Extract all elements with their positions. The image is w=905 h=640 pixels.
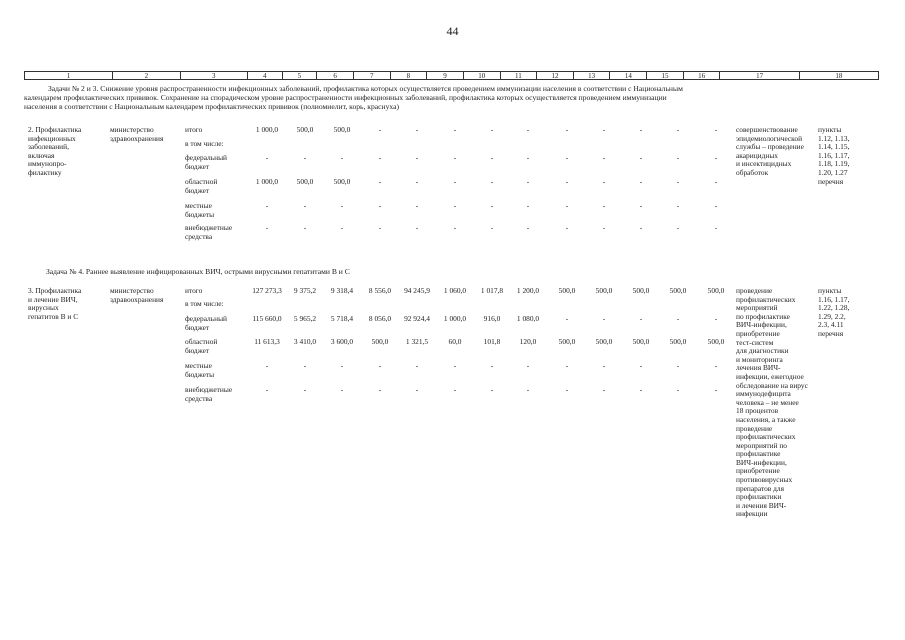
row3-value-cell: 94 245,9 bbox=[404, 286, 430, 295]
row3-points bbox=[818, 287, 849, 339]
row2-value-cell: - bbox=[714, 177, 718, 186]
row2-value-cell: - bbox=[265, 223, 269, 232]
row3-result-line: обследование на вирус bbox=[736, 380, 808, 390]
row2-name-line: филактику bbox=[28, 167, 62, 177]
page-number: 44 bbox=[446, 24, 459, 38]
row3-points-line: 1.22, 1.28, bbox=[818, 303, 850, 313]
row2-value-cell: - bbox=[378, 153, 382, 162]
header-col-6: 6 bbox=[317, 72, 354, 79]
row2-value-cell: - bbox=[378, 223, 382, 232]
row3-source-2-line: бюджет bbox=[185, 322, 210, 332]
row2-value-cell: - bbox=[340, 201, 344, 210]
row3-source-2-line: федеральный bbox=[185, 314, 227, 323]
row3-source-0-line: итого bbox=[185, 286, 203, 295]
row2-value-cell: - bbox=[639, 201, 643, 210]
row2-value-cell: 1 000,0 bbox=[255, 125, 279, 134]
row3-value-cell: 8 056,0 bbox=[368, 314, 392, 323]
row2-value-cell: - bbox=[676, 177, 680, 186]
row3-result-line: проведение bbox=[736, 423, 773, 433]
row3-value-cell: - bbox=[303, 361, 307, 370]
row3-value-cell: 9 318,4 bbox=[330, 286, 354, 295]
row3-value-cell: 1 060,0 bbox=[443, 286, 467, 295]
row2-source-5 bbox=[185, 224, 232, 241]
row3-result bbox=[736, 287, 808, 519]
row3-points-line: пункты bbox=[818, 286, 842, 295]
row2-value-cell: 500,0 bbox=[333, 125, 351, 134]
row2-source-1-line: в том числе: bbox=[185, 139, 224, 148]
row3-value-cell: - bbox=[490, 361, 494, 370]
row2-result-line: обработок bbox=[736, 167, 769, 177]
row2-name-line: иммунопро- bbox=[28, 159, 67, 169]
row2-result-line: службы – проведение bbox=[736, 142, 804, 152]
row3-value-cell: - bbox=[526, 361, 530, 370]
row3-points-line: 1.29, 2.2, bbox=[818, 311, 846, 321]
row3-value-cell: 1 321,5 bbox=[405, 337, 429, 346]
row2-source-0 bbox=[185, 126, 202, 135]
row2-value-cell: - bbox=[565, 125, 569, 134]
row3-value-cell: - bbox=[714, 385, 718, 394]
row2-value-cell: - bbox=[602, 201, 606, 210]
row2-value-cell: - bbox=[565, 201, 569, 210]
row2-value-cell: - bbox=[490, 201, 494, 210]
row2-source-1 bbox=[185, 140, 224, 149]
header-col-15: 15 bbox=[647, 72, 684, 79]
row2-value-cell: - bbox=[453, 201, 457, 210]
row3-name-line: гепатитов В и С bbox=[28, 311, 79, 321]
row3-value-cell: - bbox=[639, 314, 643, 323]
row2-name-line: инфекционных bbox=[28, 133, 76, 143]
row2-value-cell: - bbox=[415, 201, 419, 210]
row2-value-cell: - bbox=[565, 153, 569, 162]
row2-name bbox=[28, 126, 81, 178]
row2-value-cell: - bbox=[265, 153, 269, 162]
row2-points-line: перечня bbox=[818, 176, 844, 186]
row3-value-cell: 1 080,0 bbox=[516, 314, 540, 323]
row2-value-cell: - bbox=[714, 125, 718, 134]
row3-result-line: профилактики bbox=[736, 492, 782, 502]
row2-result-line: эпидемиологической bbox=[736, 133, 803, 143]
row2-source-5-line: средства bbox=[185, 231, 213, 241]
row3-value-cell: - bbox=[565, 385, 569, 394]
row3-source-5-line: внебюджетные bbox=[185, 385, 233, 394]
row3-value-cell: - bbox=[639, 385, 643, 394]
row3-name bbox=[28, 287, 81, 321]
row3-value-cell: 127 273,3 bbox=[252, 286, 282, 295]
header-col-17: 17 bbox=[720, 72, 799, 79]
row3-name-line: вирусных bbox=[28, 303, 59, 313]
row3-value-cell: - bbox=[676, 361, 680, 370]
row3-value-cell: - bbox=[676, 314, 680, 323]
row3-value-cell: 1 000,0 bbox=[443, 314, 467, 323]
row2-value-cell: - bbox=[714, 201, 718, 210]
header-col-5: 5 bbox=[283, 72, 318, 79]
row2-source-0-line: итого bbox=[185, 125, 203, 134]
row2-value-cell: - bbox=[453, 125, 457, 134]
row2-points-line: 1.12, 1.13, bbox=[818, 133, 850, 143]
row3-executor-line: здравоохранения bbox=[110, 294, 164, 304]
row2-value-cell: - bbox=[378, 125, 382, 134]
row2-points-line: 1.18, 1.19, bbox=[818, 159, 850, 169]
row2-value-cell: - bbox=[526, 125, 530, 134]
row3-result-line: 18 процентов bbox=[736, 406, 779, 416]
row3-value-cell: 500,0 bbox=[371, 337, 389, 346]
row3-result-line: мероприятий по bbox=[736, 440, 787, 450]
column-number-header bbox=[24, 71, 879, 80]
row3-value-cell: 1 017,8 bbox=[480, 286, 504, 295]
row2-value-cell: - bbox=[490, 153, 494, 162]
header-col-2: 2 bbox=[113, 72, 180, 79]
row2-value-cell: - bbox=[602, 153, 606, 162]
row2-source-4-line: местные bbox=[185, 201, 212, 210]
row3-points-line: 2.3, 4.11 bbox=[818, 320, 844, 330]
row3-value-cell: 500,0 bbox=[595, 337, 613, 346]
row3-name-line: 3. Профилактика bbox=[28, 286, 82, 295]
row3-value-cell: - bbox=[340, 361, 344, 370]
row2-source-3-line: бюджет bbox=[185, 185, 210, 195]
row2-value-cell: - bbox=[490, 177, 494, 186]
header-col-14: 14 bbox=[610, 72, 647, 79]
header-col-3: 3 bbox=[181, 72, 248, 79]
row2-value-cell: - bbox=[676, 153, 680, 162]
header-col-18: 18 bbox=[835, 72, 843, 80]
row3-value-cell: 500,0 bbox=[632, 337, 650, 346]
row3-value-cell: - bbox=[415, 385, 419, 394]
row2-value-cell: - bbox=[453, 153, 457, 162]
row2-value-cell: - bbox=[714, 153, 718, 162]
row3-value-cell: 9 375,2 bbox=[293, 286, 317, 295]
row3-value-cell: 115 660,0 bbox=[252, 314, 282, 323]
task-2-3-heading bbox=[24, 84, 880, 111]
row2-value-cell: - bbox=[490, 125, 494, 134]
header-col-10: 10 bbox=[464, 72, 501, 79]
header-col-1: 1 bbox=[25, 72, 113, 79]
row2-source-4 bbox=[185, 202, 214, 219]
row3-value-cell: 5 965,2 bbox=[293, 314, 317, 323]
row3-source-4-line: местные bbox=[185, 361, 212, 370]
row3-value-cell: 92 924,4 bbox=[404, 314, 430, 323]
row2-value-cell: - bbox=[340, 153, 344, 162]
row3-value-cell: - bbox=[490, 385, 494, 394]
row3-value-cell: - bbox=[714, 361, 718, 370]
row2-points bbox=[818, 126, 849, 186]
row3-result-line: лечения ВИЧ- bbox=[736, 363, 781, 373]
row2-value-cell: 500,0 bbox=[296, 177, 314, 186]
row2-source-4-line: бюджеты bbox=[185, 209, 215, 219]
row3-result-line: проведение bbox=[736, 286, 773, 295]
row3-source-0 bbox=[185, 287, 202, 296]
row3-value-cell: - bbox=[265, 385, 269, 394]
row2-value-cell: - bbox=[639, 223, 643, 232]
row3-value-cell: - bbox=[676, 385, 680, 394]
row2-points-line: 1.16, 1.17, bbox=[818, 150, 850, 160]
header-col-11: 11 bbox=[501, 72, 538, 79]
task-2-3-line-1: Задачи № 2 и 3. Снижение уровня распространенности инфекционных заболеваний, профилактика которых осуществляется проведением иммунизации населения в соответствии с Национальным bbox=[48, 84, 683, 93]
row3-value-cell: 101,8 bbox=[483, 337, 501, 346]
row2-value-cell: - bbox=[378, 201, 382, 210]
row2-source-5-line: внебюджетные bbox=[185, 223, 233, 232]
row3-value-cell: 916,0 bbox=[483, 314, 501, 323]
row3-result-line: и мониторинга bbox=[736, 354, 783, 364]
row2-executor bbox=[110, 126, 163, 143]
row3-value-cell: 3 410,0 bbox=[293, 337, 317, 346]
row2-result bbox=[736, 126, 804, 178]
row2-value-cell: - bbox=[453, 177, 457, 186]
row3-source-3-line: областной bbox=[185, 337, 218, 346]
row2-value-cell: - bbox=[526, 177, 530, 186]
task-2-3-line-3: населения в соответствии с Национальным календарем профилактических прививок (полиомиелит, корь, краснуха) bbox=[24, 102, 399, 111]
row3-value-cell: 500,0 bbox=[669, 337, 687, 346]
row3-value-cell: 5 718,4 bbox=[330, 314, 354, 323]
row2-value-cell: - bbox=[415, 177, 419, 186]
row2-value-cell: 500,0 bbox=[296, 125, 314, 134]
row3-value-cell: - bbox=[378, 385, 382, 394]
row2-name-line: заболеваний, bbox=[28, 142, 69, 152]
row3-value-cell: 60,0 bbox=[448, 337, 462, 346]
row3-result-line: человека – не менее bbox=[736, 397, 799, 407]
row3-value-cell: 11 613,3 bbox=[254, 337, 280, 346]
row2-result-line: акарицидных bbox=[736, 150, 778, 160]
row2-result-line: и инсектицидных bbox=[736, 159, 792, 169]
row3-executor-line: министерство bbox=[110, 286, 154, 295]
row3-result-line: приобретение bbox=[736, 328, 780, 338]
row2-value-cell: - bbox=[714, 223, 718, 232]
row2-source-3 bbox=[185, 178, 217, 195]
row3-result-line: ВИЧ-инфекции, bbox=[736, 320, 787, 330]
row2-value-cell: - bbox=[526, 223, 530, 232]
row2-value-cell: - bbox=[676, 125, 680, 134]
row3-result-line: для диагностики bbox=[736, 346, 789, 356]
row3-value-cell: - bbox=[565, 314, 569, 323]
row2-result-line: совершенствование bbox=[736, 125, 798, 134]
row3-value-cell: - bbox=[602, 361, 606, 370]
row3-result-line: по профилактике bbox=[736, 311, 790, 321]
row3-result-line: мероприятий bbox=[736, 303, 778, 313]
row2-value-cell: - bbox=[490, 223, 494, 232]
row3-value-cell: 120,0 bbox=[519, 337, 537, 346]
row3-executor bbox=[110, 287, 163, 304]
row2-value-cell: - bbox=[526, 153, 530, 162]
row2-executor-line: здравоохранения bbox=[110, 133, 164, 143]
row2-source-2 bbox=[185, 154, 227, 171]
row3-source-1 bbox=[185, 300, 224, 309]
row2-value-cell: - bbox=[526, 201, 530, 210]
row3-value-cell: 500,0 bbox=[707, 286, 725, 295]
row2-name-line: 2. Профилактика bbox=[28, 125, 82, 134]
row3-source-4 bbox=[185, 362, 214, 379]
row2-points-line: 1.14, 1.15, bbox=[818, 142, 850, 152]
row3-value-cell: 500,0 bbox=[707, 337, 725, 346]
header-col-4: 4 bbox=[248, 72, 283, 79]
row2-value-cell: - bbox=[639, 125, 643, 134]
row2-value-cell: - bbox=[303, 223, 307, 232]
row3-value-cell: 500,0 bbox=[558, 337, 576, 346]
row3-value-cell: - bbox=[453, 361, 457, 370]
row3-result-line: препаратов для bbox=[736, 483, 784, 493]
row2-value-cell: - bbox=[378, 177, 382, 186]
row2-source-2-line: бюджет bbox=[185, 161, 210, 171]
header-col-16: 16 bbox=[684, 72, 721, 79]
row3-source-1-line: в том числе: bbox=[185, 299, 224, 308]
row3-value-cell: - bbox=[602, 385, 606, 394]
row3-value-cell: - bbox=[265, 361, 269, 370]
row3-value-cell: 500,0 bbox=[595, 286, 613, 295]
row3-value-cell: 1 200,0 bbox=[516, 286, 540, 295]
row3-source-2 bbox=[185, 315, 227, 332]
row2-value-cell: - bbox=[676, 223, 680, 232]
row2-value-cell: - bbox=[639, 153, 643, 162]
row3-value-cell: - bbox=[415, 361, 419, 370]
row3-value-cell: 500,0 bbox=[632, 286, 650, 295]
row3-points-line: перечня bbox=[818, 328, 844, 338]
row2-source-2-line: федеральный bbox=[185, 153, 227, 162]
row3-points-line: 1.16, 1.17, bbox=[818, 294, 850, 304]
row3-value-cell: - bbox=[526, 385, 530, 394]
row3-result-line: противовирусных bbox=[736, 475, 793, 485]
row2-value-cell: - bbox=[602, 125, 606, 134]
row3-value-cell: 500,0 bbox=[669, 286, 687, 295]
row2-value-cell: - bbox=[303, 201, 307, 210]
row3-source-5-line: средства bbox=[185, 393, 213, 403]
row2-value-cell: - bbox=[602, 177, 606, 186]
row3-result-line: ВИЧ-инфекции, bbox=[736, 457, 787, 467]
row2-name-line: включая bbox=[28, 150, 55, 160]
header-col-13: 13 bbox=[574, 72, 611, 79]
row3-result-line: населения, а также bbox=[736, 414, 796, 424]
row2-value-cell: - bbox=[415, 125, 419, 134]
row3-source-3 bbox=[185, 338, 217, 355]
row3-source-5 bbox=[185, 386, 232, 403]
row3-value-cell: - bbox=[303, 385, 307, 394]
row2-value-cell: - bbox=[602, 223, 606, 232]
row3-result-line: профилактических bbox=[736, 294, 796, 304]
row2-value-cell: - bbox=[453, 223, 457, 232]
row3-result-line: инфекции bbox=[736, 509, 768, 519]
row3-value-cell: - bbox=[565, 361, 569, 370]
row3-name-line: и лечение ВИЧ, bbox=[28, 294, 78, 304]
row2-value-cell: - bbox=[565, 223, 569, 232]
row2-points-line: пункты bbox=[818, 125, 842, 134]
row2-value-cell: - bbox=[415, 153, 419, 162]
row3-value-cell: - bbox=[602, 314, 606, 323]
row2-value-cell: - bbox=[303, 153, 307, 162]
row3-result-line: тест-систем bbox=[736, 337, 774, 347]
header-col-12: 12 bbox=[537, 72, 574, 79]
task-4-heading: Задача № 4. Раннее выявление инфицированных ВИЧ, острыми вирусными гепатитами В и С bbox=[46, 267, 350, 276]
row3-value-cell: 8 556,0 bbox=[368, 286, 392, 295]
row2-value-cell: 500,0 bbox=[333, 177, 351, 186]
task-2-3-line-2: календарем профилактических прививок. Сохранение на спорадическом уровне распространенности инфекционных заболеваний, профилактика которых осуществляется проведением иммунизации bbox=[24, 93, 667, 102]
row3-value-cell: - bbox=[378, 361, 382, 370]
row3-result-line: профилактике bbox=[736, 449, 781, 459]
row3-value-cell: - bbox=[453, 385, 457, 394]
row3-result-line: профилактических bbox=[736, 432, 796, 442]
header-col-9: 9 bbox=[427, 72, 464, 79]
row2-value-cell: - bbox=[265, 201, 269, 210]
row3-result-line: приобретение bbox=[736, 466, 780, 476]
row2-value-cell: - bbox=[415, 223, 419, 232]
row3-result-line: инфекции, ежегодное bbox=[736, 371, 804, 381]
row2-executor-line: министерство bbox=[110, 125, 154, 134]
row3-value-cell: 3 600,0 bbox=[330, 337, 354, 346]
row2-value-cell: - bbox=[340, 223, 344, 232]
row3-source-3-line: бюджет bbox=[185, 345, 210, 355]
header-col-7: 7 bbox=[354, 72, 391, 79]
row2-source-3-line: областной bbox=[185, 177, 218, 186]
row3-value-cell: - bbox=[340, 385, 344, 394]
row3-source-4-line: бюджеты bbox=[185, 369, 215, 379]
row3-result-line: и лечения ВИЧ- bbox=[736, 500, 787, 510]
row2-value-cell: - bbox=[565, 177, 569, 186]
row2-value-cell: - bbox=[639, 177, 643, 186]
row3-value-cell: 500,0 bbox=[558, 286, 576, 295]
row3-value-cell: - bbox=[714, 314, 718, 323]
row2-value-cell: 1 000,0 bbox=[255, 177, 279, 186]
row2-value-cell: - bbox=[676, 201, 680, 210]
row3-result-line: иммунодефицита bbox=[736, 389, 791, 399]
row3-value-cell: - bbox=[639, 361, 643, 370]
header-col-8: 8 bbox=[391, 72, 428, 79]
row2-points-line: 1.20, 1.27 bbox=[818, 167, 848, 177]
